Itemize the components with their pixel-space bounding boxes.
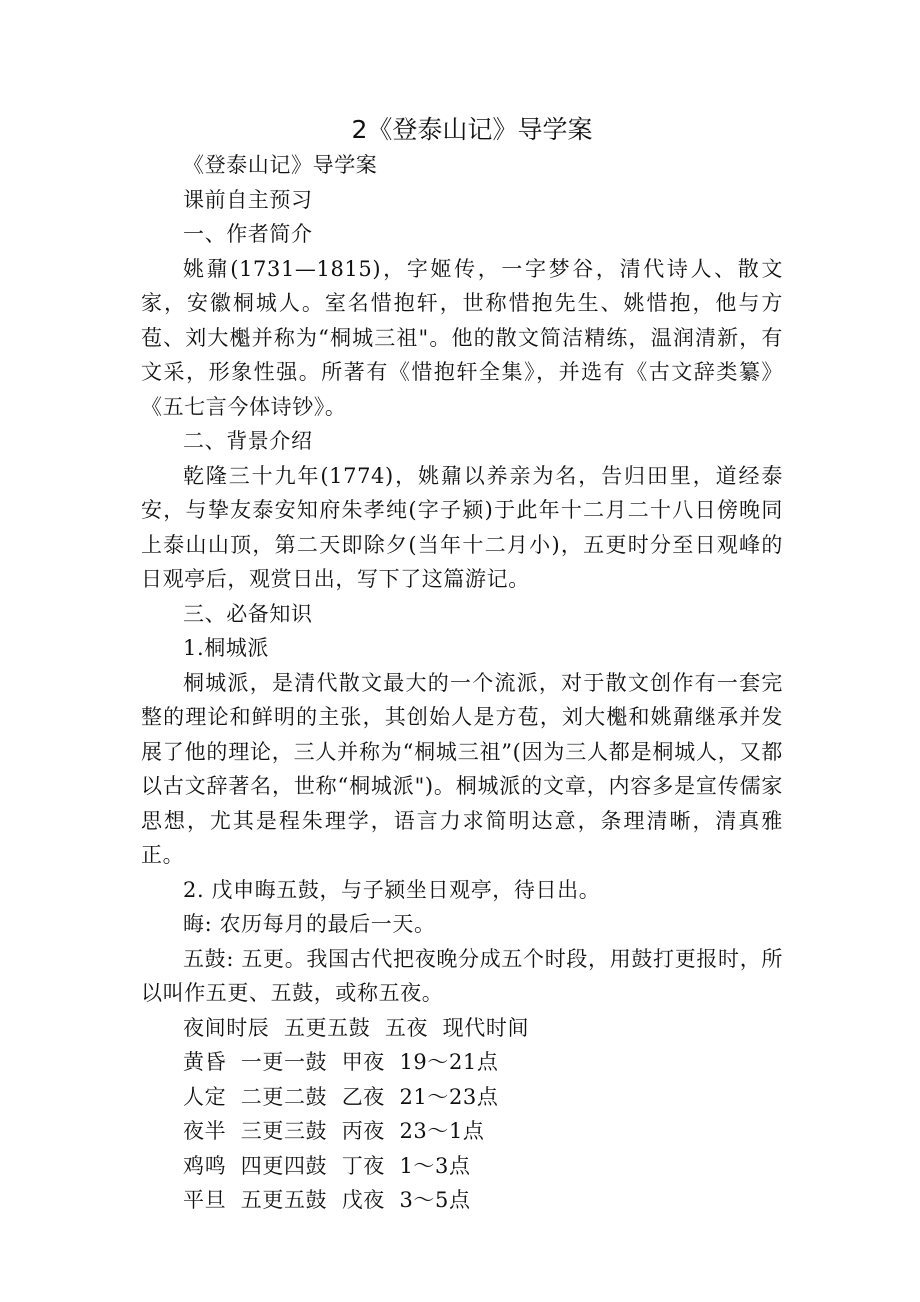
author-heading: 一、作者简介: [183, 222, 313, 246]
time-table-row: 平旦 五更五鼓 戊夜 3～5点: [183, 1188, 471, 1212]
document-body: [141, 148, 783, 1218]
wugu-definition: 五鼓: 五更。我国古代把夜晚分成五个时段，用鼓打更报时，所以叫作五更、五鼓，或称五夜。: [141, 946, 783, 1005]
knowledge-heading: 三、必备知识: [183, 601, 313, 626]
time-table-row: 夜半 三更三鼓 丙夜 23～1点: [183, 1119, 485, 1143]
time-table-row: 人定 二更二鼓 乙夜 21～23点: [183, 1084, 499, 1109]
document-title: 2《登泰山记》导学案: [351, 115, 593, 144]
time-table-row: 黄昏 一更一鼓 甲夜 19～21点: [183, 1050, 499, 1074]
knowledge-item1-title: 1.桐城派: [183, 636, 270, 660]
background-paragraph: 乾隆三十九年(1774)，姚鼐以养亲为名，告归田里，道经泰安，与挚友泰安知府朱孝纯(字子颍)于此年十二月二十八日傍晚同上泰山山顶，第二天即除夕(当年十二月小)，五更时分至日观峰的日观亭后，观赏日出，写下了这篇游记。: [141, 463, 783, 591]
hui-definition: 晦: 农历每月的最后一天。: [183, 912, 436, 936]
author-paragraph: 姚鼐(1731—1815)，字姬传，一字梦谷，清代诗人、散文家，安徽桐城人。室名惜抱轩，世称惜抱先生、姚惜抱，他与方苞、刘大櫆并称为“桐城三祖"。他的散文简洁精练，温润清新，有文采，形象性强。所著有《惜抱轩全集》，并选有《古文辞类纂》《五七言今体诗钞》。: [141, 256, 783, 419]
knowledge-item2-title: 2. 戊申晦五鼓，与子颍坐日观亭，待日出。: [183, 877, 601, 902]
time-table-header: 夜间时辰 五更五鼓 五夜 现代时间: [183, 1015, 530, 1040]
section-preview-heading: 课前自主预习: [183, 187, 313, 212]
knowledge-item1-paragraph: 桐城派，是清代散文最大的一个流派，对于散文创作有一套完整的理论和鲜明的主张，其创始人是方苞，刘大櫆和姚鼐继承并发展了他的理论，三人并称为“桐城三祖”(因为三人都是桐城人，又都以古文辞著名，世称“桐城派")。桐城派的文章，内容多是宣传儒家思想，尤其是程朱理学，语言力求简明达意，条理清晰，清真雅正。: [141, 670, 783, 867]
time-table-row: 鸡鸣 四更四鼓 丁夜 1～3点: [183, 1153, 471, 1178]
background-heading: 二、背景介绍: [183, 429, 313, 453]
subtitle: 《登泰山记》导学案: [183, 153, 378, 177]
